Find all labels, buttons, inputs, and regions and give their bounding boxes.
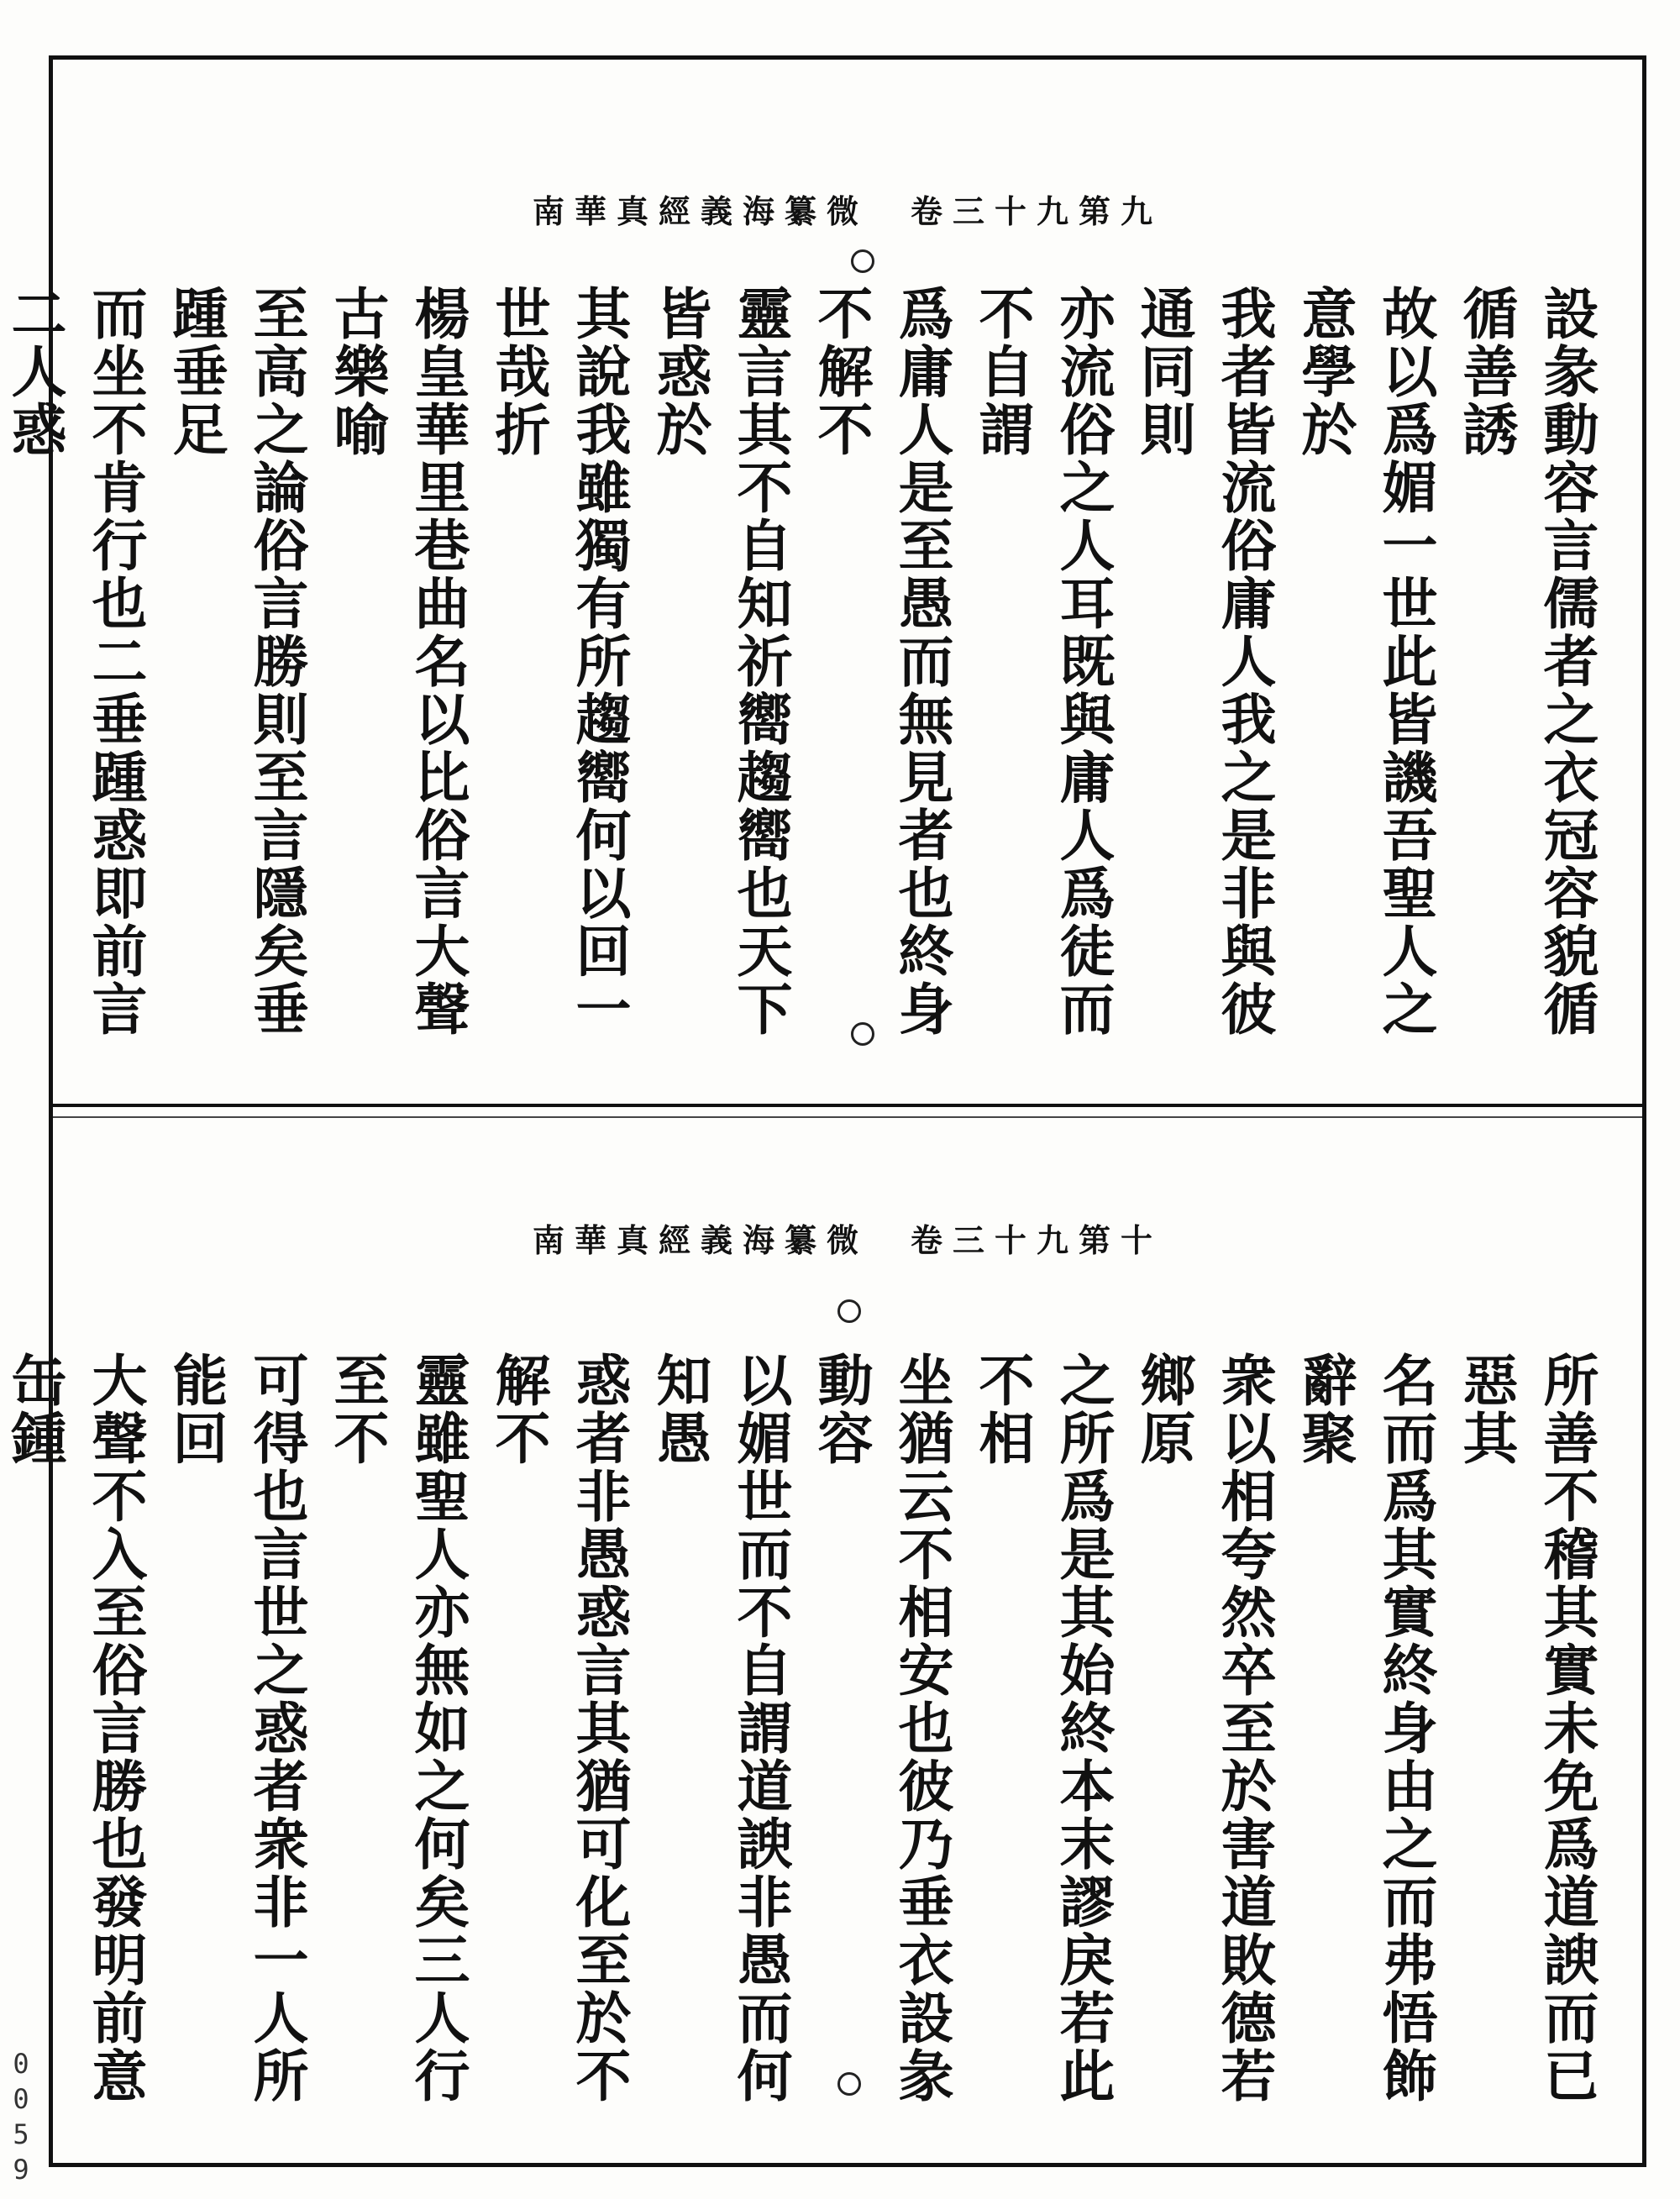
text-column: 楊皇華里巷曲名以比俗言大聲古樂喻 bbox=[324, 285, 470, 1038]
text-column: 靈言其不自知祈嚮趨嚮也天下皆惑於 bbox=[647, 285, 793, 1038]
top-header-title: 南華真經義海纂微 bbox=[532, 192, 869, 230]
text-column: 可得也言世之惑者衆非一人所能回 bbox=[163, 1351, 309, 2105]
top-header bbox=[53, 186, 1642, 232]
text-column: 設彖動容言儒者之衣冠容貌循循善誘 bbox=[1453, 285, 1599, 1038]
text-column: 我者皆流俗庸人我之是非與彼通同則 bbox=[1131, 285, 1277, 1038]
section-divider-inner bbox=[53, 1116, 1642, 1118]
text-column: 惑者非愚惑言其猶可化至於不解不 bbox=[486, 1351, 632, 2105]
bottom-header-title: 南華真經義海纂微 bbox=[532, 1221, 869, 1259]
margin-page-number: 0059 bbox=[5, 2048, 37, 2189]
text-column: 所善不稽其實未免爲道諛而已惡其 bbox=[1453, 1351, 1599, 2105]
text-column: 靈雖聖人亦無如之何矣三人行至不 bbox=[324, 1351, 470, 2105]
text-column: 其說我雖獨有所趨嚮何以回一世哉折 bbox=[486, 285, 632, 1038]
text-column: 亦流俗之人耳既與庸人爲徒而不自謂 bbox=[969, 285, 1116, 1038]
section-divider bbox=[53, 1104, 1642, 1107]
text-column: 而坐不肯行也二垂踵惑即前言二人惑 bbox=[2, 285, 148, 1038]
bottom-header-volume: 卷三十九第十 bbox=[911, 1221, 1163, 1259]
top-circle-marker bbox=[851, 249, 874, 273]
text-column: 以媚世而不自謂道諛非愚而何知愚 bbox=[647, 1351, 793, 2105]
top-text-block bbox=[2, 285, 1607, 1091]
text-column: 名而爲其實終身由之而弗悟飾辭聚 bbox=[1292, 1351, 1438, 2105]
text-column: 大聲不入至俗言勝也發明前意缶鍾 bbox=[2, 1351, 148, 2105]
text-column: 衆以相夸然卒至於害道敗德若鄉原 bbox=[1131, 1351, 1277, 2105]
text-column: 坐猶云不相安也彼乃垂衣設彖動容 bbox=[808, 1351, 954, 2105]
text-column: 之所爲是其始終本末謬戾若此不相 bbox=[969, 1351, 1116, 2105]
top-header-volume: 卷三十九第九 bbox=[911, 192, 1163, 230]
bottom-circle-marker bbox=[837, 1299, 861, 1323]
text-column: 爲庸人是至愚而無見者也終身不解不 bbox=[808, 285, 954, 1038]
text-column: 至高之論俗言勝則至言隱矣垂踵垂足 bbox=[163, 285, 309, 1038]
text-column: 故以爲媚一世此皆譏吾聖人之意學於 bbox=[1292, 285, 1438, 1038]
bottom-header bbox=[53, 1215, 1642, 1261]
